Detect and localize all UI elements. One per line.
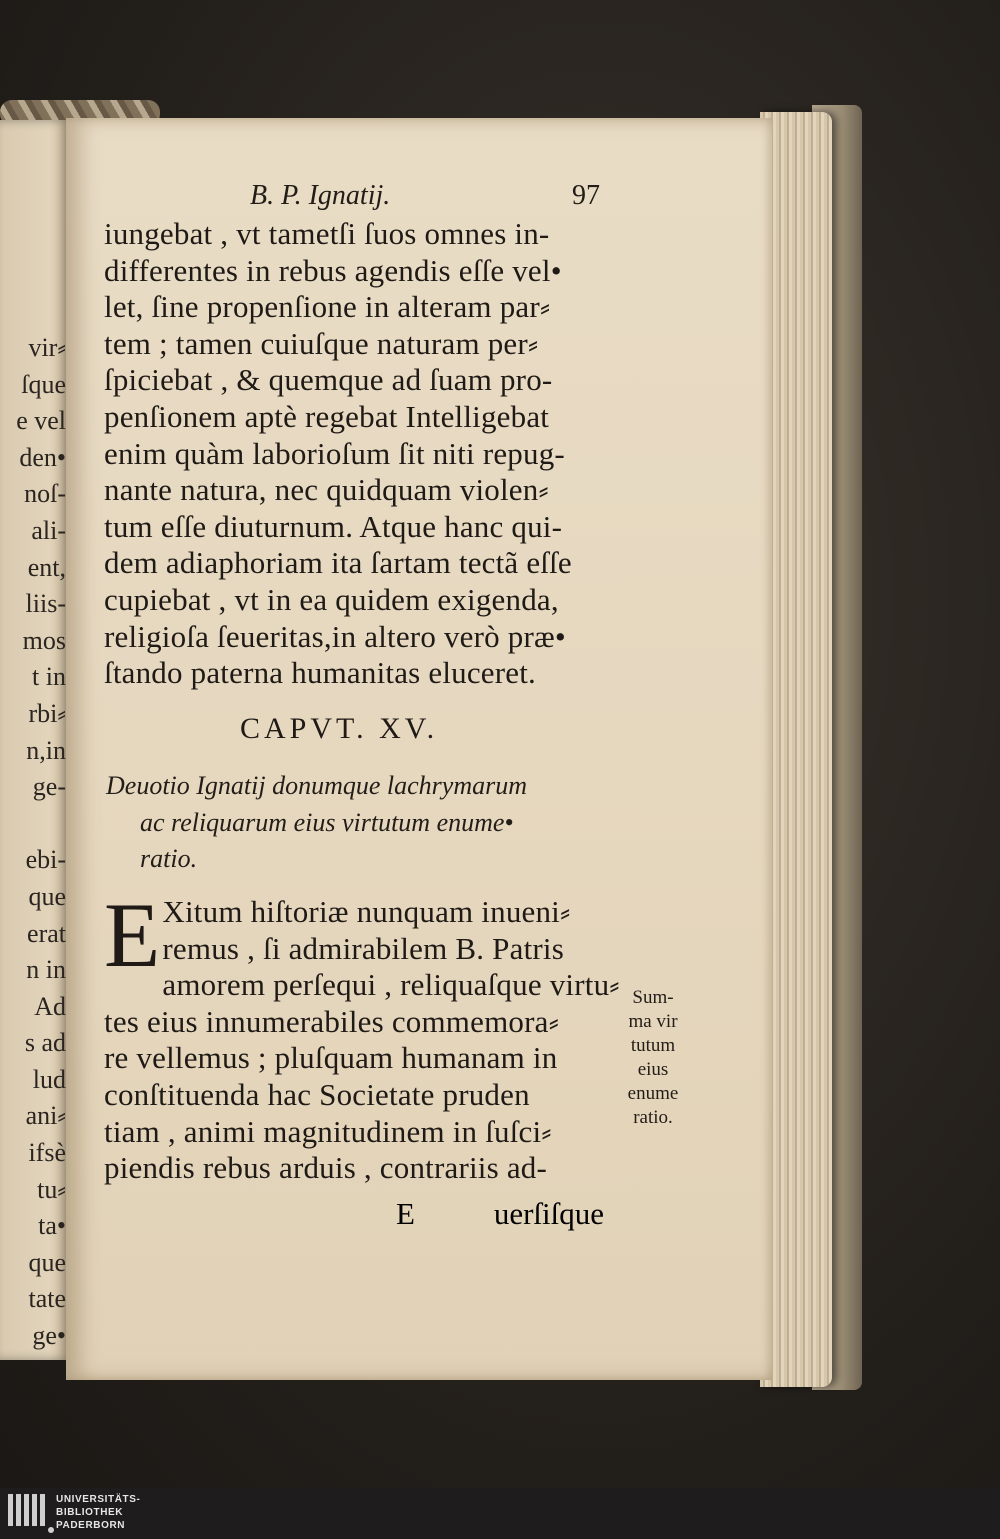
library-name-line: PADERBORN	[56, 1520, 126, 1531]
catchword: uerſiſque	[493, 1196, 604, 1231]
text-line: ac reliquarum eius virtutum enume•	[140, 807, 514, 837]
text-line: n,in	[26, 735, 66, 765]
text-line: s ad	[24, 1028, 66, 1058]
text-line: liis-	[25, 589, 66, 619]
text-line: tu⸗	[37, 1174, 66, 1204]
text-line: ratio.	[633, 1107, 673, 1128]
text-line: penſionem aptè regebat Intelligebat	[104, 398, 550, 434]
text-line: mos	[22, 625, 66, 655]
text-line: n in	[26, 955, 66, 985]
text-line: tutum	[630, 1035, 676, 1056]
text-line: t in	[32, 662, 66, 692]
library-name-line: UNIVERSITÄTS-	[56, 1494, 141, 1505]
library-footer	[0, 1488, 1000, 1539]
text-line: ali-	[31, 515, 66, 545]
text-line: Ad	[34, 991, 66, 1021]
text-line: Xitum hiſtoriæ nunquam inueni⸗	[162, 894, 571, 929]
text-line: rbi⸗	[28, 698, 66, 728]
text-line: ſque	[21, 369, 66, 399]
text-line: nante natura, nec quidquam violen⸗	[104, 472, 549, 508]
text-line: den•	[19, 442, 66, 472]
text-line: que	[28, 1247, 66, 1277]
margin-note	[608, 986, 698, 1130]
text-line: tate	[28, 1284, 66, 1314]
text-line: conſtituenda hac Societate pruden	[104, 1076, 530, 1112]
text-line: e vel	[16, 406, 66, 436]
text-line: tum eſſe diuturnum. Atque hanc qui-	[104, 508, 563, 544]
text-line: ſtando paterna humanitas eluceret.	[104, 655, 537, 691]
text-line: piendis rebus arduis , contrariis ad-	[104, 1150, 548, 1186]
text-line	[0, 806, 70, 843]
text-line: lud	[32, 1064, 66, 1094]
text-line: amorem perſequi , reliquaſque virtu⸗	[162, 967, 620, 1003]
library-name-line: BIBLIOTHEK	[56, 1507, 124, 1518]
text-line: erat	[27, 918, 66, 948]
text-line: que	[28, 881, 66, 911]
chapter-summary	[106, 768, 626, 878]
text-line: tes eius innumerabiles commemora⸗	[104, 1003, 560, 1039]
text-line: ge•	[32, 1321, 66, 1351]
running-header	[250, 180, 600, 212]
text-line: eius	[637, 1059, 669, 1080]
chapter-heading: CAPVT. XV.	[240, 712, 439, 745]
text-line: ſpiciebat , & quemque ad ſuam pro-	[104, 362, 553, 398]
left-page	[0, 120, 70, 1360]
catchline	[104, 1196, 604, 1232]
text-line: re vellemus ; pluſquam humanam in	[104, 1040, 558, 1076]
text-line: ma vir	[628, 1011, 678, 1032]
header-title: B. P. Ignatij.	[250, 180, 391, 211]
body-text-part2	[104, 884, 620, 1187]
text-line: tiam , animi magnitudinem in ſuſci⸗	[104, 1113, 552, 1149]
text-line: tem ; tamen cuiuſque naturam per⸗	[104, 325, 539, 361]
text-line: ratio.	[140, 844, 198, 874]
text-line: let, ſine propenſione in alteram par⸗	[104, 289, 551, 325]
library-name	[56, 1493, 140, 1532]
text-line: enume	[627, 1083, 679, 1104]
text-line: ta•	[38, 1211, 66, 1241]
text-line: noſ-	[24, 479, 66, 509]
text-line: remus , ſi admirabilem B. Patris	[162, 930, 564, 966]
text-line: cupiebat , vt in ea quidem exigenda,	[104, 581, 559, 617]
drop-cap: E	[104, 884, 161, 986]
text-line: enim quàm laborioſum ſit niti repug-	[104, 435, 565, 471]
text-line: dem adiaphoriam ita ſartam tectã eſſe	[104, 545, 572, 581]
text-line: religioſa ſeueritas,in altero verò præ•	[104, 618, 566, 654]
text-line: ebi-	[25, 845, 66, 875]
text-line: Deuotio Ignatij donumque lachrymarum	[106, 771, 528, 800]
text-line: differentes in rebus agendis eſſe vel•	[104, 252, 562, 288]
text-line: iungebat , vt tametſi ſuos omnes in-	[104, 216, 550, 251]
text-line: ifsè	[28, 1138, 66, 1168]
body-text-part1	[104, 216, 604, 692]
text-line: vir⸗	[28, 333, 66, 362]
text-line: ge-	[32, 772, 66, 802]
library-logo-icon	[8, 1494, 48, 1532]
text-line: ani⸗	[25, 1101, 66, 1131]
signature-mark: E	[396, 1196, 415, 1231]
page-number: 97	[572, 180, 600, 211]
text-line: ent,	[27, 552, 66, 582]
left-page-text	[0, 330, 70, 1355]
text-line: Sum-	[632, 987, 674, 1008]
